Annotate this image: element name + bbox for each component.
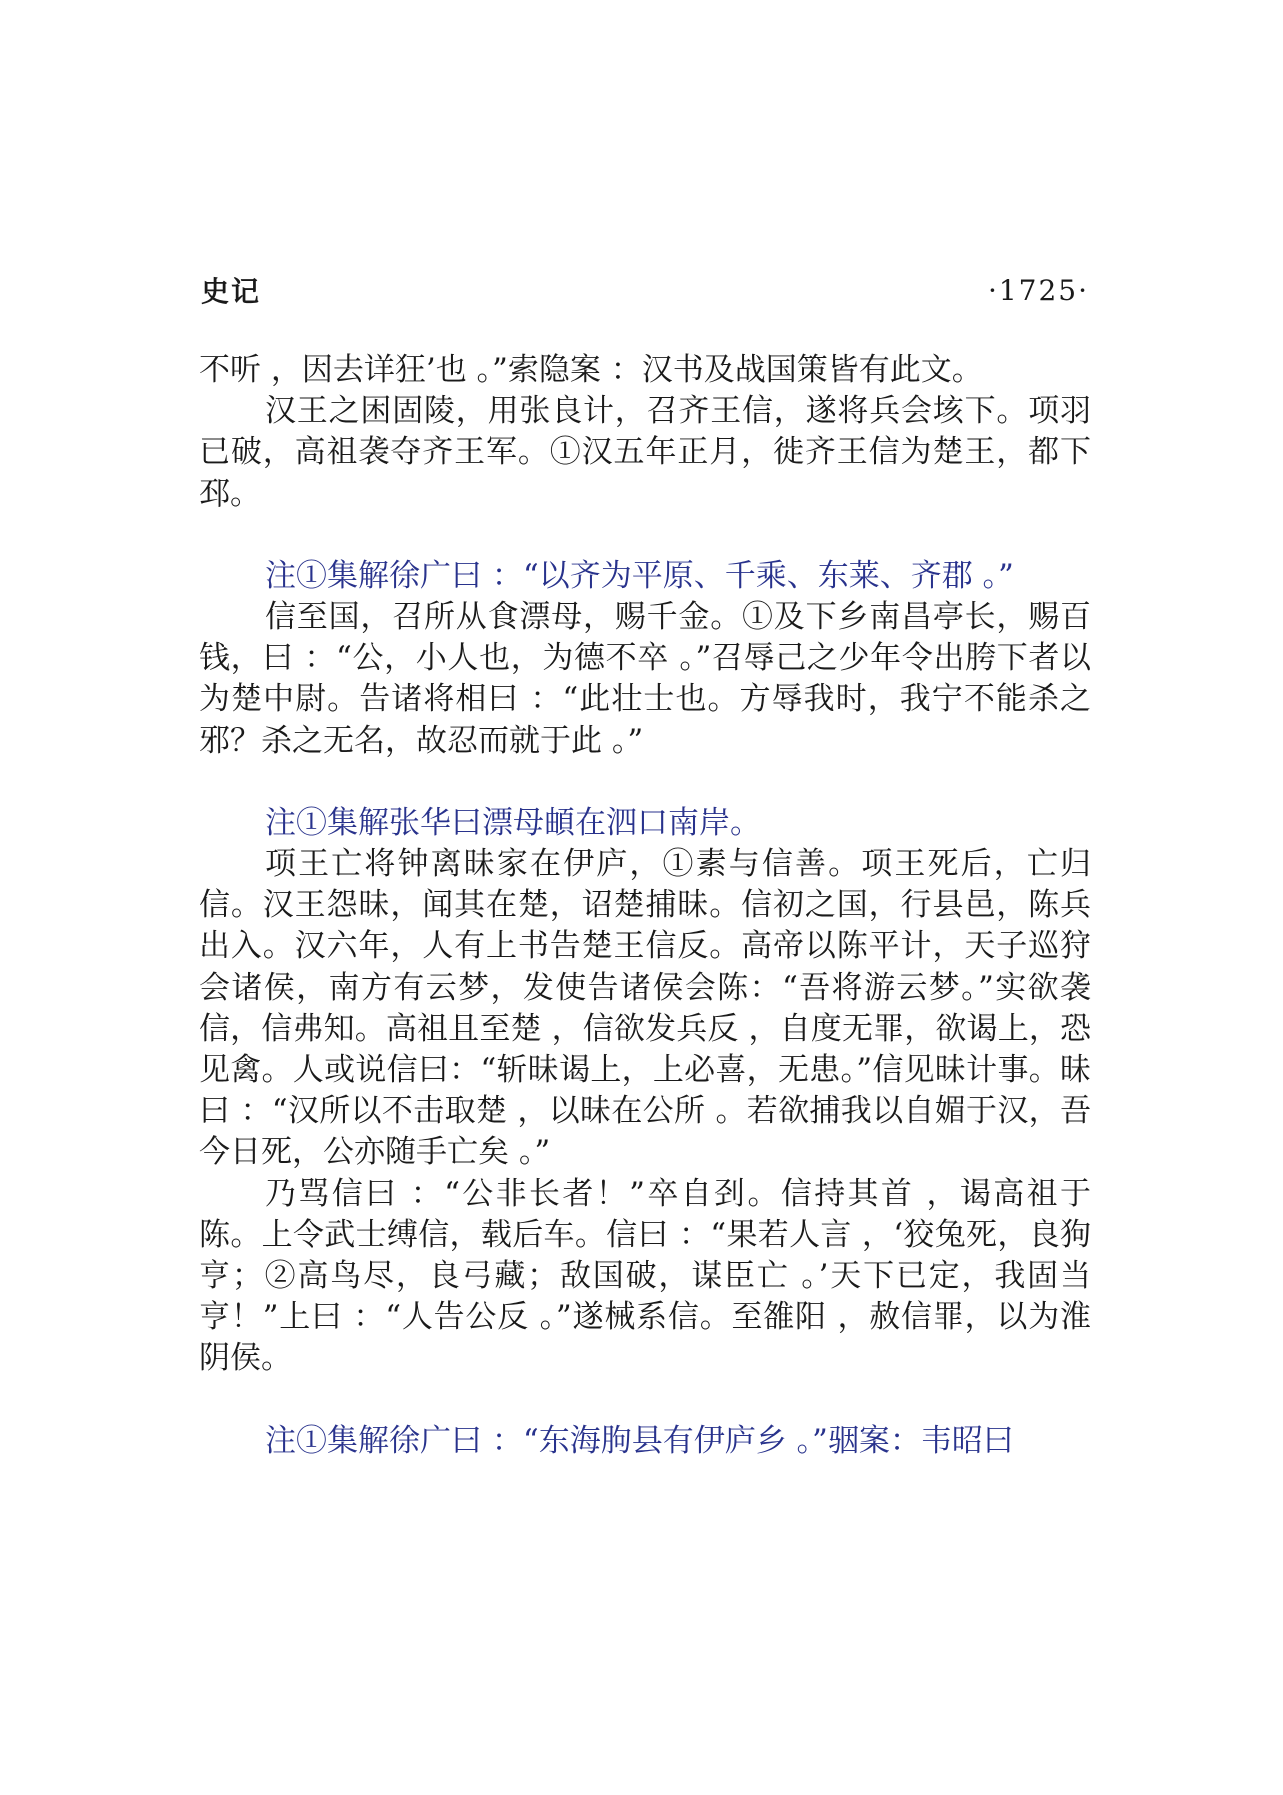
page-number: ·1725· [987,273,1089,307]
spacer [199,762,1091,803]
annotation-note: 注①集解徐广曰 ：“东海朐县有伊庐乡 。”骃案：韦昭曰 [265,1422,1014,1459]
paragraph-continued: 不听 ，因去详狂’也 。”索隐案 ：汉书及战国策皆有此文。 [199,352,983,388]
annotation-note: 注①集解张华曰漂母頔在泗口南岸。 [265,804,761,841]
paragraph: 项王亡将钟离昧家在伊庐，①素与信善。项王死后，亡归信。汉王怨昧，闻其在楚，诏楚捕昧。信初之国，行县邑，陈兵出入。汉六年，人有上书告楚王信反。高帝以陈平计，天子巡狩会诸侯，南方有云梦，发使告诸侯会陈：“吾将游云梦。”实欲袭信，信弗知。高祖且至楚 ，信欲发兵反 ，自度无罪，欲谒上，恐见禽。人或说信曰：“斩昧谒上，上必喜，无患。”信见昧计事。昧曰 ：“汉所以不击取楚 ，以昧在公所 。若欲捕我以自媚于汉，吾今日死，公亦随手亡矣 。” [199,846,1091,1171]
paragraph: 信至国，召所从食漂母，赐千金。①及下乡南昌亭长，赐百钱，曰 ：“公，小人也，为德不卒 。”召辱己之少年令出胯下者以为楚中尉。告诸将相曰 ：“此壮士也。方辱我时，我宁不能杀之邪？杀之无名，故忍而就于此 。” [199,599,1091,759]
spacer [199,515,1091,556]
running-title: 史记 [201,275,262,308]
paragraph: 汉王之困固陵，用张良计，召齐王信，遂将兵会垓下。项羽已破，高祖袭夺齐王军。①汉五年正月，徙齐王信为楚王，都下邳。 [199,393,1091,512]
annotation-note: 注①集解徐广曰 ：“以齐为平原、千乘、东莱、齐郡 。” [265,557,1014,594]
page-header [201,268,1089,312]
body-text [199,350,1091,1462]
paragraph: 乃骂信曰 ：“公非长者！”卒自刭。信持其首 ，谒高祖于陈。上令武士缚信，载后车。信曰 ：“果若人言 ，‘狡兔死，良狗亨；②高鸟尽，良弓藏；敌国破，谋臣亡 。’天下已定，我固当亨！”上曰 ：“人告公反 。”遂械系信。至雒阳 ，赦信罪，以为淮阴侯。 [199,1175,1091,1377]
spacer [199,1380,1091,1421]
